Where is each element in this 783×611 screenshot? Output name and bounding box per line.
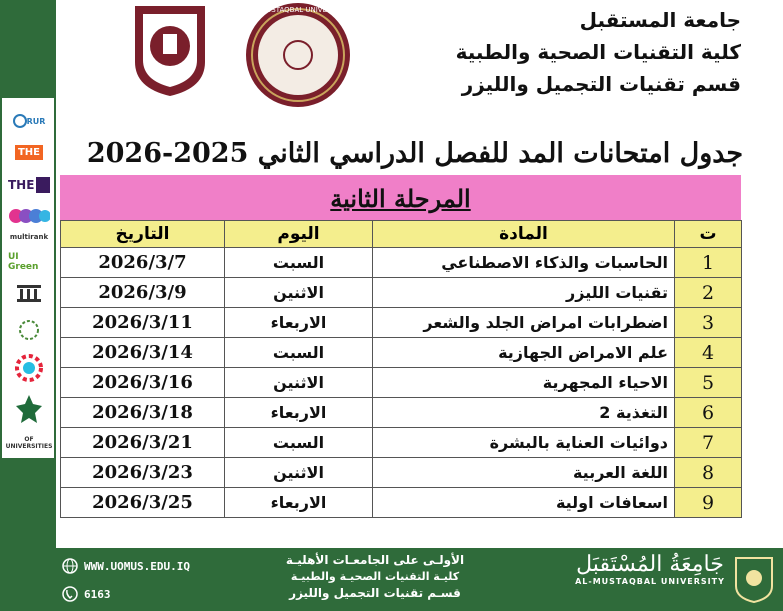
stage-banner bbox=[60, 175, 741, 221]
day-cell: السبت bbox=[225, 428, 373, 458]
phone-text: 6163 bbox=[84, 587, 111, 601]
seal-ring-text: AL-MUSTAQBAL UNIVERSITY bbox=[249, 6, 347, 14]
col-number-header: ت bbox=[675, 221, 742, 248]
rur-badge bbox=[8, 108, 50, 134]
the-impact-badge bbox=[8, 174, 50, 196]
day-cell: الاثنين bbox=[225, 458, 373, 488]
page-title: جدول امتحانات المد للفصل الدراسي الثاني 2025-2026 bbox=[86, 138, 744, 169]
arab-union-icon bbox=[8, 394, 50, 424]
multirank-badge bbox=[8, 202, 50, 230]
multirank-label: multirank bbox=[9, 233, 49, 241]
row-number: 3 bbox=[675, 308, 742, 338]
rur-logo-icon bbox=[13, 114, 27, 128]
laurel-icon bbox=[8, 318, 50, 342]
footer-website[interactable] bbox=[62, 558, 190, 574]
day-cell: الاثنين bbox=[225, 278, 373, 308]
table-row bbox=[61, 428, 742, 458]
day-cell: الاثنين bbox=[225, 368, 373, 398]
row-number: 4 bbox=[675, 338, 742, 368]
college-seal-logo bbox=[243, 0, 353, 110]
date-cell: 2026/3/16 bbox=[61, 368, 225, 398]
website-text: WWW.UOMUS.EDU.IQ bbox=[84, 559, 190, 573]
subject-cell: الحاسبات والذكاء الاصطناعي bbox=[373, 248, 675, 278]
subject-cell: دوائيات العناية بالبشرة bbox=[373, 428, 675, 458]
footer-phone bbox=[62, 586, 111, 602]
table-header-row bbox=[61, 221, 742, 248]
col-day-header: اليوم bbox=[225, 221, 373, 248]
col-date-header: التاريخ bbox=[61, 221, 225, 248]
day-cell: السبت bbox=[225, 248, 373, 278]
footer-bar bbox=[0, 548, 783, 611]
date-cell: 2026/3/11 bbox=[61, 308, 225, 338]
row-number: 2 bbox=[675, 278, 742, 308]
date-cell: 2026/3/18 bbox=[61, 398, 225, 428]
day-cell: الاربعاء bbox=[225, 308, 373, 338]
row-number: 5 bbox=[675, 368, 742, 398]
table-row bbox=[61, 488, 742, 518]
ranking-arab-label: OF UNIVERSITIES bbox=[5, 436, 53, 450]
row-number: 6 bbox=[675, 398, 742, 428]
day-cell: الاربعاء bbox=[225, 398, 373, 428]
university-name: جامعة المستقبل bbox=[579, 8, 741, 32]
table-row bbox=[61, 278, 742, 308]
phone-icon bbox=[62, 586, 78, 602]
rankings-panel bbox=[2, 98, 54, 458]
footer-line-1: الأولـى على الجامعـات الأهليـة bbox=[285, 553, 465, 567]
table-row bbox=[61, 248, 742, 278]
ui-green-badge bbox=[8, 248, 50, 276]
the-badge bbox=[8, 142, 50, 162]
multirank-icon bbox=[8, 205, 50, 227]
subject-cell: علم الامراض الجهازية bbox=[373, 338, 675, 368]
the-impact-label: THE bbox=[8, 178, 35, 192]
day-cell: الاربعاء bbox=[225, 488, 373, 518]
footer-brand-arabic: جَامِعَةُ المُسْتَقبَل bbox=[576, 552, 724, 577]
globe-icon bbox=[62, 558, 78, 574]
table-row bbox=[61, 308, 742, 338]
row-number: 7 bbox=[675, 428, 742, 458]
subject-cell: تقنيات الليزر bbox=[373, 278, 675, 308]
department-name: قسم تقنيات التجميل والليزر bbox=[461, 72, 741, 96]
col-subject-header: المادة bbox=[373, 221, 675, 248]
date-cell: 2026/3/23 bbox=[61, 458, 225, 488]
impact-icon bbox=[36, 177, 50, 193]
date-cell: 2026/3/25 bbox=[61, 488, 225, 518]
subject-cell: اضطرابات امراض الجلد والشعر bbox=[373, 308, 675, 338]
table-row bbox=[61, 458, 742, 488]
date-cell: 2026/3/9 bbox=[61, 278, 225, 308]
table-row bbox=[61, 338, 742, 368]
ui-green-label: UI Green bbox=[8, 252, 39, 272]
row-number: 9 bbox=[675, 488, 742, 518]
date-cell: 2026/3/14 bbox=[61, 338, 225, 368]
subject-cell: اللغة العربية bbox=[373, 458, 675, 488]
table-row bbox=[61, 368, 742, 398]
footer-crest-icon bbox=[732, 556, 776, 604]
rur-label: RUR bbox=[26, 116, 46, 126]
date-cell: 2026/3/21 bbox=[61, 428, 225, 458]
date-cell: 2026/3/7 bbox=[61, 248, 225, 278]
row-number: 1 bbox=[675, 248, 742, 278]
table-row bbox=[61, 398, 742, 428]
columns-icon bbox=[8, 282, 50, 304]
exam-table bbox=[60, 220, 742, 518]
footer-line-2: كليـة التقنيات الصحيـة والطبيـة bbox=[290, 570, 460, 583]
footer-brand-english: AL-MUSTAQBAL UNIVERSITY bbox=[575, 577, 725, 586]
the-label: THE bbox=[15, 145, 43, 160]
subject-cell: اسعافات اولية bbox=[373, 488, 675, 518]
university-crest-logo bbox=[125, 2, 215, 98]
subject-cell: الاحياء المجهرية bbox=[373, 368, 675, 398]
subject-cell: التغذية 2 bbox=[373, 398, 675, 428]
college-name: كلية التقنيات الصحية والطبية bbox=[455, 40, 741, 64]
stage-label: المرحلة الثانية bbox=[330, 183, 471, 213]
day-cell: السبت bbox=[225, 338, 373, 368]
footer-line-3: قسـم تقنيات التجميل والليزر bbox=[289, 586, 461, 600]
sdg-wheel-icon bbox=[8, 354, 50, 382]
row-number: 8 bbox=[675, 458, 742, 488]
